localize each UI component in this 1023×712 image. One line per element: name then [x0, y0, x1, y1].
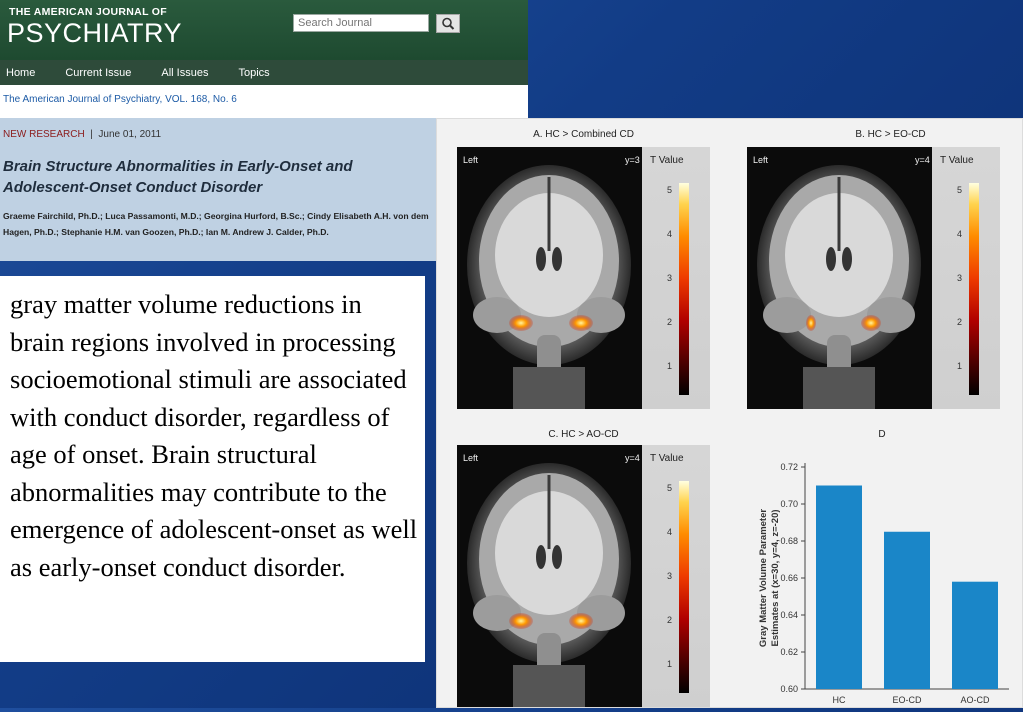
slice-label: y=4 [915, 155, 930, 165]
scale-tick: 5 [667, 483, 673, 493]
slice-label: y=4 [625, 453, 640, 463]
y-tick-label: 0.66 [780, 573, 798, 583]
left-label: Left [463, 453, 479, 463]
x-tick-label: AO-CD [960, 695, 990, 705]
t-value-title: T Value [940, 155, 974, 166]
t-value-title: T Value [650, 155, 684, 166]
t-value-title: T Value [650, 453, 684, 464]
y-axis-label: Estimates at (x=30, y=4, z=-20) [770, 509, 781, 647]
panel-d-title: D [878, 429, 886, 440]
brain-panel-b [747, 147, 1000, 409]
scale-tick: 4 [667, 527, 673, 537]
y-tick-label: 0.62 [780, 647, 798, 657]
slice-label: y=3 [625, 155, 640, 165]
panel-a-title: A. HC > Combined CD [533, 129, 634, 140]
nav-current-issue[interactable]: Current Issue [65, 66, 132, 79]
article-authors: Graeme Fairchild, Ph.D.; Luca Passamonti, M.D.; Georgina Hurford, B.Sc.; Cindy Elisabeth A.H. von dem Hagen, Ph.D.; Stephanie H.M. van Goozen, Ph.D.; Ian M. Andrew J. Calder, Ph.D. [3, 211, 429, 237]
search-icon [437, 15, 459, 32]
y-tick-label: 0.60 [780, 684, 798, 694]
scale-tick: 1 [667, 361, 673, 371]
meta-separator: | [90, 129, 93, 140]
article-date: June 01, 2011 [98, 129, 162, 140]
brain-panel-a [457, 147, 710, 409]
temporal-lobe-left [763, 297, 811, 333]
search-input[interactable] [293, 14, 429, 32]
article-meta [3, 129, 161, 140]
scale-tick: 2 [957, 317, 963, 327]
nav-topics[interactable]: Topics [238, 66, 270, 79]
ventricle-left [826, 247, 836, 271]
bar-ao-cd [952, 582, 998, 689]
search-button[interactable] [436, 14, 460, 33]
scale-tick: 5 [957, 185, 963, 195]
neck [803, 367, 875, 409]
brain-panel-c [457, 445, 710, 707]
mri-image-a [457, 147, 642, 409]
y-tick-label: 0.72 [780, 462, 798, 472]
neck [513, 367, 585, 409]
color-scale-bar [679, 183, 689, 395]
summary-box [0, 276, 425, 662]
nav-all-issues[interactable]: All Issues [161, 66, 209, 79]
ventricle-right [552, 247, 562, 271]
bar-eo-cd [884, 532, 930, 689]
activation-blob-left [509, 315, 533, 331]
figure [436, 118, 1023, 708]
scale-tick: 3 [667, 571, 673, 581]
panel-c-title: C. HC > AO-CD [548, 429, 619, 440]
issue-breadcrumb[interactable]: The American Journal of Psychiatry, VOL. 168, No. 6 [3, 94, 237, 105]
activation-blob-right [861, 315, 881, 331]
article-headline[interactable]: Brain Structure Abnormalities in Early-Onset and Adolescent-Onset Conduct Disorder [3, 158, 353, 196]
journal-header [0, 0, 528, 118]
color-scale-bar [969, 183, 979, 395]
scale-tick: 2 [667, 317, 673, 327]
left-label: Left [463, 155, 479, 165]
mri-image-c [457, 445, 642, 707]
bar-chart [747, 445, 1017, 707]
article-banner [0, 118, 436, 261]
left-label: Left [753, 155, 769, 165]
bar-chart-panel [747, 445, 1017, 707]
y-tick-label: 0.70 [780, 499, 798, 509]
article-section: NEW RESEARCH [3, 129, 85, 140]
activation-blob-left [806, 315, 816, 331]
scale-tick: 2 [667, 615, 673, 625]
scale-tick: 3 [957, 273, 963, 283]
scale-tick: 3 [667, 273, 673, 283]
journal-logo-title[interactable]: PSYCHIATRY [7, 18, 183, 48]
x-tick-label: EO-CD [892, 695, 922, 705]
y-axis-label: Gray Matter Volume Parameter [758, 508, 769, 648]
main-nav [0, 60, 528, 85]
color-scale-bar [679, 481, 689, 693]
activation-blob-left [509, 613, 533, 629]
scale-tick: 1 [667, 659, 673, 669]
mri-image-b [747, 147, 932, 409]
panel-b-title: B. HC > EO-CD [855, 129, 926, 140]
scale-tick: 5 [667, 185, 673, 195]
journal-kicker: THE AMERICAN JOURNAL OF [9, 6, 167, 18]
neck [513, 665, 585, 707]
activation-blob-right [569, 613, 593, 629]
y-tick-label: 0.68 [780, 536, 798, 546]
bar-hc [816, 486, 862, 690]
activation-blob-right [569, 315, 593, 331]
x-tick-label: HC [832, 695, 846, 705]
y-tick-label: 0.64 [780, 610, 798, 620]
ventricle-left [536, 545, 546, 569]
scale-tick: 4 [667, 229, 673, 239]
ventricle-right [842, 247, 852, 271]
scale-tick: 4 [957, 229, 963, 239]
nav-home[interactable]: Home [6, 66, 36, 79]
journal-masthead [0, 0, 528, 60]
ventricle-left [536, 247, 546, 271]
scale-tick: 1 [957, 361, 963, 371]
summary-text: gray matter volume reductions in brain regions involved in processing socioemotional stimuli are associated with conduct disorder, regardless of age of onset. Brain structural abnormalities may contribute to the emergence of adolescent-onset as well as early-onset conduct disorder. [10, 289, 418, 582]
ventricle-right [552, 545, 562, 569]
